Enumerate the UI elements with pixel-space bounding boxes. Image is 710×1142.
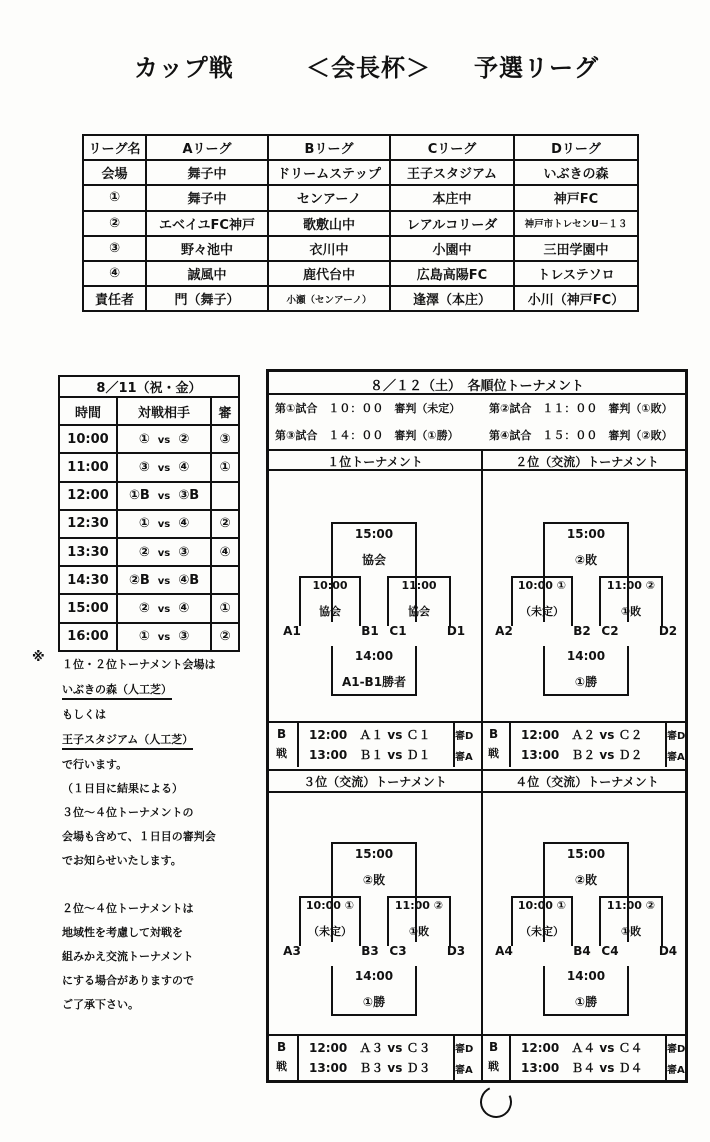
- schedule-match: [117, 453, 211, 481]
- bracket-team: D2: [658, 624, 678, 638]
- bgame-label-sen: 戦: [276, 1060, 287, 1073]
- schedule-vs: vs: [157, 547, 171, 559]
- match-3-info: 第③試合 １４：００ 審判（①勝）: [275, 429, 459, 442]
- schedule-vs: vs: [157, 632, 171, 644]
- league-row-4: [83, 261, 638, 286]
- bgame-label-b: B: [489, 1040, 499, 1054]
- note-line: １位・２位トーナメント会場は: [62, 658, 216, 671]
- schedule-team-2: ④: [178, 516, 190, 532]
- league-header-row: [83, 135, 638, 160]
- league-cell: 歌敷山中: [268, 211, 390, 236]
- schedule-vs: vs: [157, 462, 171, 474]
- bracket-title: ４位（交流）トーナメント: [515, 775, 659, 789]
- league-header-cell: Cリーグ: [390, 135, 514, 160]
- league-cell: 誠風中: [146, 261, 268, 286]
- schedule-row: [59, 425, 239, 453]
- schedule-row: [59, 594, 239, 622]
- league-header-cell: Bリーグ: [268, 135, 390, 160]
- bgame-row-2: 13:00 Ｂ３ vs Ｄ３: [309, 1061, 431, 1075]
- league-cell: 小園中: [390, 236, 514, 261]
- league-cell: 広島高陽FC: [390, 261, 514, 286]
- bgame-row-2: 13:00 Ｂ４ vs Ｄ４: [521, 1061, 643, 1075]
- schedule-ref: ②: [211, 623, 239, 651]
- league-row-1: [83, 185, 638, 210]
- schedule-ref: ②: [211, 510, 239, 538]
- bracket-left-time: 10:00: [312, 579, 348, 592]
- schedule-header-ref: 審: [211, 397, 239, 425]
- bgame-label-sen: 戦: [488, 1060, 499, 1073]
- note-line-venue-oji: 王子スタジアム（人工芝）: [62, 731, 193, 750]
- bgame-row-1: 12:00 Ａ１ vs Ｃ１: [309, 728, 431, 742]
- league-cell: ④: [83, 261, 146, 286]
- schedule-date: 8／11（祝・金）: [59, 376, 239, 397]
- note-line: 会場も含めて、１日目の審判会: [62, 830, 216, 843]
- league-cell: ①: [83, 185, 146, 210]
- bracket-team: D4: [658, 944, 678, 958]
- bracket-final-label: 協会: [361, 553, 386, 567]
- bracket-final-label: ②敗: [362, 873, 386, 887]
- schedule-vs: vs: [157, 575, 171, 587]
- bgame-label-b: B: [489, 727, 499, 741]
- bracket-right-label: 協会: [408, 605, 430, 618]
- bgame-ref-2: 審A: [455, 752, 473, 763]
- league-cell: 小川（神戸FC）: [514, 286, 638, 311]
- bracket-right-label: ①敗: [408, 925, 430, 938]
- schedule-match: [117, 538, 211, 566]
- schedule-team-2: ③: [178, 544, 190, 560]
- bgame-ref-1: 審D: [455, 1044, 474, 1055]
- league-cell: 本庄中: [390, 185, 514, 210]
- note-line: ２位～４位トーナメントは: [62, 902, 194, 915]
- bracket-title: ３位（交流）トーナメント: [303, 775, 447, 789]
- note-line: 地域性を考慮して対戦を: [62, 926, 183, 939]
- league-cell: 神戸市トレセンU－１３: [514, 211, 638, 236]
- bracket-team: D1: [446, 624, 466, 638]
- schedule-vs: vs: [157, 434, 171, 446]
- bgame-ref-2: 審A: [455, 1065, 473, 1076]
- schedule-header-time: 時間: [59, 397, 117, 425]
- league-cell: エベイユFC神戸: [146, 211, 268, 236]
- match-2-info: 第②試合 １１：００ 審判（①敗）: [489, 402, 673, 415]
- note-line: でお知らせいたします。: [62, 854, 182, 867]
- bracket-right-time: 11:00 ②: [606, 579, 656, 592]
- schedule-row: [59, 510, 239, 538]
- page-mark: [475, 1081, 516, 1122]
- bgame-ref-1: 審D: [667, 731, 686, 742]
- bracket-final-time: 15:00: [354, 847, 394, 861]
- match-1-info: 第①試合 １０：００ 審判（未定）: [275, 402, 461, 415]
- league-row-3: [83, 236, 638, 261]
- schedule-team-1: ①: [138, 431, 150, 447]
- schedule-team-2: ④B: [178, 572, 200, 588]
- schedule-row: [59, 623, 239, 651]
- bracket-final-time: 15:00: [566, 527, 606, 541]
- note-line: もしくは: [62, 708, 106, 721]
- league-cell: ③: [83, 236, 146, 261]
- schedule-time: 10:00: [59, 425, 117, 453]
- schedule-row: [59, 482, 239, 510]
- bracket-bottom-label: ①勝: [574, 675, 598, 689]
- bgame-row-1: 12:00 Ａ３ vs Ｃ３: [309, 1041, 431, 1055]
- schedule-team-1: ②: [138, 544, 150, 560]
- bgame-divider: [297, 1034, 299, 1080]
- schedule-team-1: ②B: [128, 572, 150, 588]
- schedule-time: 13:30: [59, 538, 117, 566]
- schedule-time: 14:30: [59, 566, 117, 594]
- league-cell: 逢澤（本庄）: [390, 286, 514, 311]
- schedule-vs: vs: [157, 519, 171, 531]
- bracket-left-time: 10:00 ①: [517, 579, 567, 592]
- schedule-match: [117, 623, 211, 651]
- bracket-team: C1: [389, 624, 407, 638]
- bgame-row-2: 13:00 Ｂ２ vs Ｄ２: [521, 748, 643, 762]
- schedule-header-match: 対戦相手: [117, 397, 211, 425]
- bracket-left-time: 10:00 ①: [305, 899, 355, 912]
- title-preliminary-league: 予選リーグ: [474, 54, 599, 82]
- bracket-team: A2: [495, 624, 513, 638]
- schedule-match: [117, 510, 211, 538]
- league-cell: 鹿代台中: [268, 261, 390, 286]
- bracket-team: B1: [361, 624, 379, 638]
- note-line-venue-ibuki: いぶきの森（人工芝）: [62, 681, 172, 700]
- bracket-right-time: 11:00 ②: [394, 899, 444, 912]
- title-chairman-cup: ＜会長杯＞: [306, 54, 431, 82]
- note-mark: ※: [32, 650, 45, 665]
- bgame-divider: [297, 721, 299, 767]
- schedule-team-1: ②: [138, 600, 150, 616]
- note-line: 組みかえ交流トーナメント: [62, 950, 194, 963]
- schedule-team-2: ④: [178, 600, 190, 616]
- bracket-bottom-time: 14:00: [354, 649, 394, 663]
- bgame-ref-2: 審A: [667, 752, 685, 763]
- league-cell: 舞子中: [146, 185, 268, 210]
- bracket-team: A4: [495, 944, 513, 958]
- schedule-ref: [211, 482, 239, 510]
- schedule-vs: vs: [157, 603, 171, 615]
- schedule-body: [59, 425, 239, 651]
- bgame-ref-1: 審D: [667, 1044, 686, 1055]
- bracket-final-label: ②敗: [574, 873, 598, 887]
- schedule-match: [117, 425, 211, 453]
- schedule-row: [59, 566, 239, 594]
- note-line: （１日目に結果による）: [62, 782, 183, 795]
- league-cell: 野々池中: [146, 236, 268, 261]
- league-cell: 王子スタジアム: [390, 160, 514, 185]
- title-cup: カップ戦: [134, 54, 234, 82]
- bracket-final-time: 15:00: [354, 527, 394, 541]
- bgame-ref-2: 審A: [667, 1065, 685, 1076]
- bgame-divider: [509, 1034, 511, 1080]
- bracket-team: B3: [361, 944, 379, 958]
- bracket-final-label: ②敗: [574, 553, 598, 567]
- schedule-team-2: ②: [178, 431, 190, 447]
- schedule-ref: ①: [211, 594, 239, 622]
- schedule-time: 12:00: [59, 482, 117, 510]
- schedule-ref: ③: [211, 425, 239, 453]
- schedule-team-1: ①: [138, 629, 150, 645]
- bgame-label-b: B: [277, 727, 287, 741]
- day1-schedule-table: [58, 375, 240, 652]
- schedule-team-1: ①: [138, 516, 150, 532]
- bracket-team: B2: [573, 624, 591, 638]
- bracket-right-label: ①敗: [620, 605, 642, 618]
- bgame-label-sen: 戦: [276, 747, 287, 760]
- bgame-divider: [509, 721, 511, 767]
- league-table: [82, 134, 639, 312]
- schedule-team-2: ③B: [178, 488, 200, 504]
- bracket-title: １位トーナメント: [327, 455, 423, 469]
- league-row-2: [83, 211, 638, 236]
- bgame-row-2: 13:00 Ｂ１ vs Ｄ１: [309, 748, 431, 762]
- league-cell: レアルコリーダ: [390, 211, 514, 236]
- schedule-match: [117, 566, 211, 594]
- league-cell: 衣川中: [268, 236, 390, 261]
- schedule-ref: ④: [211, 538, 239, 566]
- bgame-row-1: 12:00 Ａ４ vs Ｃ４: [521, 1041, 643, 1055]
- league-row-venue: [83, 160, 638, 185]
- schedule-time: 15:00: [59, 594, 117, 622]
- bracket-team: D3: [446, 944, 466, 958]
- bracket-bottom-time: 14:00: [566, 969, 606, 983]
- bracket-left-label: （未定）: [520, 925, 564, 938]
- schedule-match: [117, 594, 211, 622]
- league-cell: 小瀬（センアーノ）: [268, 286, 390, 311]
- bracket-right-time: 11:00: [401, 579, 437, 592]
- bgame-label-b: B: [277, 1040, 287, 1054]
- note-line: ３位～４位トーナメントの: [62, 806, 194, 819]
- bracket-left-time: 10:00 ①: [517, 899, 567, 912]
- schedule-ref: ①: [211, 453, 239, 481]
- bracket-left-label: （未定）: [308, 925, 352, 938]
- schedule-time: 11:00: [59, 453, 117, 481]
- schedule-row: [59, 538, 239, 566]
- league-cell: 三田学園中: [514, 236, 638, 261]
- league-row-manager: [83, 286, 638, 311]
- tournament-box: [266, 369, 688, 1083]
- schedule-team-1: ①B: [128, 488, 150, 504]
- bracket-final-time: 15:00: [566, 847, 606, 861]
- bracket-bottom-label: ①勝: [574, 995, 598, 1009]
- bracket-bottom-time: 14:00: [354, 969, 394, 983]
- note-line: で行います。: [62, 758, 128, 771]
- bracket-team: A3: [283, 944, 301, 958]
- league-cell: センアーノ: [268, 185, 390, 210]
- league-header-cell: Dリーグ: [514, 135, 638, 160]
- schedule-team-2: ③: [178, 629, 190, 645]
- bracket-left-label: 協会: [319, 605, 341, 618]
- league-header-cell: リーグ名: [83, 135, 146, 160]
- bracket-right-label: ①敗: [620, 925, 642, 938]
- page-title: [0, 48, 710, 88]
- bracket-title: ２位（交流）トーナメント: [515, 455, 659, 469]
- tournament-header: ８／１２（土） 各順位トーナメント: [370, 379, 584, 394]
- league-header-cell: Aリーグ: [146, 135, 268, 160]
- schedule-ref: [211, 566, 239, 594]
- bracket-right-time: 11:00 ②: [606, 899, 656, 912]
- bracket-team: B4: [573, 944, 591, 958]
- match-4-info: 第④試合 １５：００ 審判（②敗）: [489, 429, 673, 442]
- bgame-ref-1: 審D: [455, 731, 474, 742]
- schedule-time: 16:00: [59, 623, 117, 651]
- schedule-time: 12:30: [59, 510, 117, 538]
- bracket-team: C2: [601, 624, 619, 638]
- league-cell: 責任者: [83, 286, 146, 311]
- bracket-bottom-label: A1-B1勝者: [341, 675, 407, 689]
- bracket-bottom-label: ①勝: [362, 995, 386, 1009]
- schedule-match: [117, 482, 211, 510]
- league-cell: 神戸FC: [514, 185, 638, 210]
- bracket-bottom-time: 14:00: [566, 649, 606, 663]
- bgame-row-1: 12:00 Ａ２ vs Ｃ２: [521, 728, 643, 742]
- note-line: にする場合がありますので: [62, 974, 194, 987]
- bracket-team: A1: [283, 624, 301, 638]
- league-cell: 舞子中: [146, 160, 268, 185]
- league-cell: ②: [83, 211, 146, 236]
- note-line: ご了承下さい。: [62, 998, 139, 1011]
- bracket-left-label: （未定）: [520, 605, 564, 618]
- league-cell: 門（舞子）: [146, 286, 268, 311]
- league-cell: ドリームステップ: [268, 160, 390, 185]
- league-cell: いぶきの森: [514, 160, 638, 185]
- bracket-team: C3: [389, 944, 407, 958]
- bgame-label-sen: 戦: [488, 747, 499, 760]
- schedule-team-1: ③: [138, 459, 150, 475]
- schedule-row: [59, 453, 239, 481]
- schedule-vs: vs: [157, 491, 171, 503]
- schedule-team-2: ④: [178, 459, 190, 475]
- bracket-team: C4: [601, 944, 619, 958]
- league-cell: 会場: [83, 160, 146, 185]
- league-cell: トレステソロ: [514, 261, 638, 286]
